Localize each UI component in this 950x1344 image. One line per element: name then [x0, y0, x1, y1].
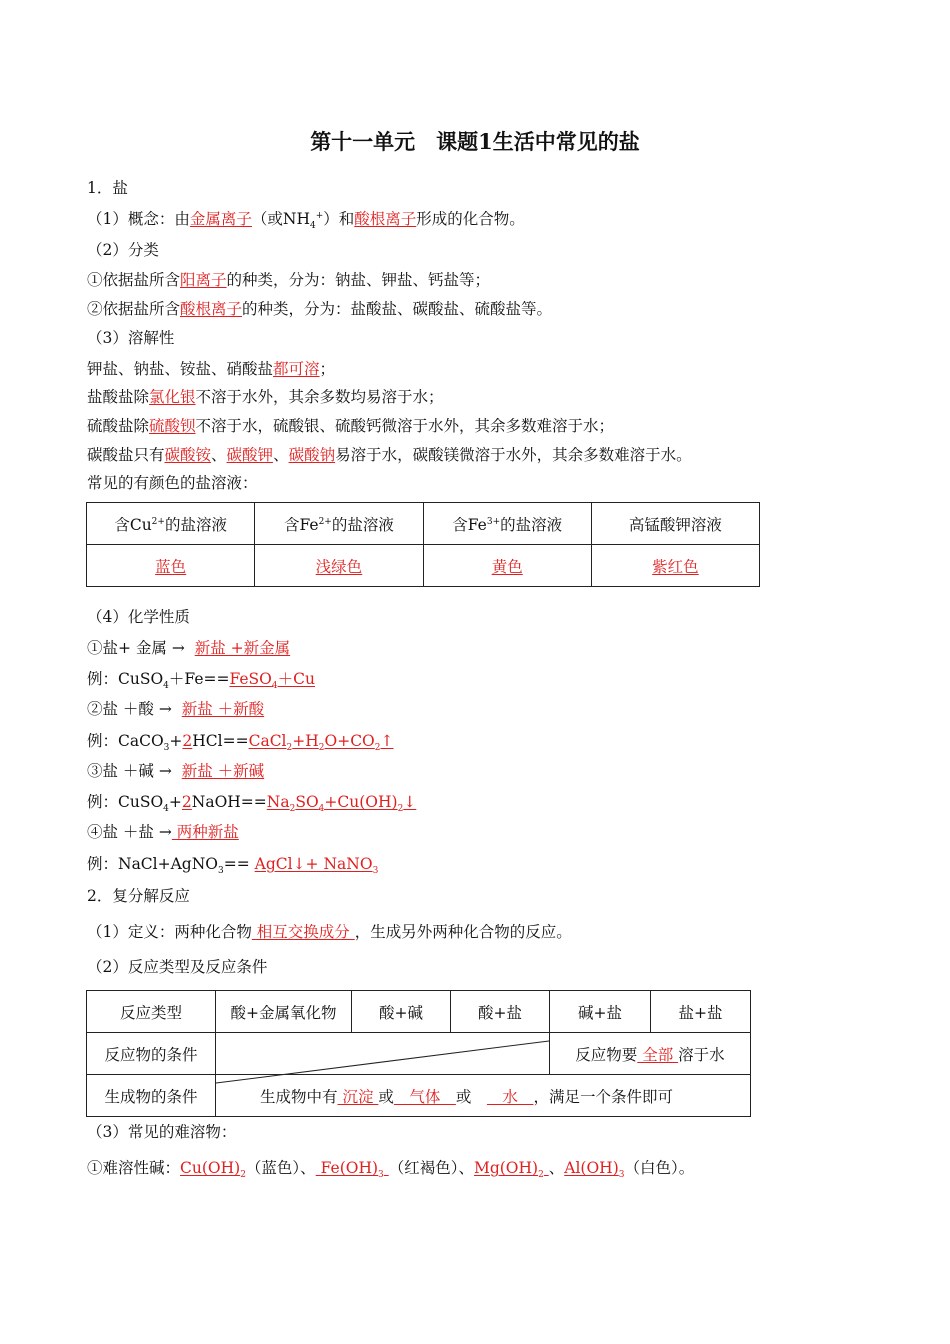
table-cell: 反应物的条件	[87, 1033, 216, 1075]
subscript: 4	[309, 221, 316, 232]
property-1: ①盐+ 金属 → 新盐 +新金属	[87, 639, 291, 657]
table-row	[87, 991, 751, 1033]
diagonal-cell	[216, 1033, 550, 1075]
solubility-3	[87, 415, 614, 437]
solubility-heading: （3）溶解性	[87, 329, 175, 347]
answer: 碳酸钾	[226, 446, 274, 464]
text: 不溶于水，硫酸银、硫酸钙微溶于水外，其余多数难溶于水；	[195, 417, 615, 435]
text: （1）概念：由	[87, 210, 190, 228]
text: 的种类，分为：盐酸盐、碳酸盐、硫酸盐等。	[242, 300, 553, 318]
diagonal-line	[216, 1033, 551, 1118]
solubility-4	[87, 444, 692, 466]
answer: 碳酸铵	[164, 446, 212, 464]
text: 硫酸盐除	[87, 417, 150, 435]
example-1: 例：CuSO$_4$＋Fe==FeSO$_4$＋Cu	[87, 670, 315, 692]
text: （或NH	[251, 210, 310, 228]
table-cell: 蓝色	[87, 545, 255, 587]
table-cell: 酸+盐	[451, 991, 550, 1033]
text: 盐酸盐除	[87, 388, 150, 406]
concept-line	[87, 208, 525, 230]
property-3: ③盐 ＋碱 → 新盐 ＋新碱	[87, 762, 265, 780]
table-cell: 高锰酸钾溶液	[591, 503, 759, 545]
text: 碳酸盐只有	[87, 446, 165, 464]
answer: 碳酸钠	[288, 446, 336, 464]
answer: 都可溶	[273, 360, 320, 378]
answer: 金属离子	[189, 210, 252, 228]
text: ；	[319, 360, 336, 378]
text: 形成的化合物。	[416, 210, 525, 228]
table-cell: 盐+盐	[651, 991, 751, 1033]
classification-heading: （2）分类	[87, 241, 159, 259]
text: 钾盐、钠盐、铵盐、硝酸盐	[87, 360, 274, 378]
answer: 酸根离子	[354, 210, 417, 228]
text: 的种类，分为：钠盐、钾盐、钙盐等；	[226, 271, 491, 289]
table-cell: 黄色	[423, 545, 591, 587]
arrow-icon: →	[158, 700, 172, 718]
color-heading: 常见的有颜色的盐溶液：	[87, 474, 258, 492]
text: ）和	[323, 210, 355, 228]
text: ①依据盐所含	[87, 271, 181, 289]
section-2-heading: 2．复分解反应	[87, 887, 190, 905]
example-3: 例：$CuSO_4+2NaOH==Na_2SO_4+Cu(OH)_2↓$	[87, 793, 417, 815]
table-cell: 反应类型	[87, 991, 216, 1033]
table-cell: 含$Fe^{3+}$的盐溶液	[423, 503, 591, 545]
answer: 阳离子	[180, 271, 227, 289]
property-4: ④盐 ＋盐 → 两种新盐	[87, 823, 239, 841]
example-4: 例：NaCl+AgNO$_3$== AgCl↓+ NaNO$_3$	[87, 855, 379, 877]
reaction-conditions-table	[86, 990, 751, 1117]
table-cell: 生成物的条件	[87, 1075, 216, 1117]
text: 不溶于水外，其余多数均易溶于水；	[195, 388, 444, 406]
table-cell: 生成物中有 沉淀 或 气体 或 水 ，满足一个条件即可	[216, 1075, 751, 1117]
table-cell: 酸+金属氧化物	[216, 991, 352, 1033]
table-cell: 碱+盐	[550, 991, 651, 1033]
solubility-2	[87, 386, 444, 408]
arrow-icon: →	[158, 823, 172, 841]
table-row	[87, 545, 760, 587]
text: ②依据盐所含	[87, 300, 181, 318]
section-1-heading: 1．盐	[87, 179, 128, 197]
reaction-type-heading: （2）反应类型及反应条件	[87, 958, 268, 976]
insoluble-bases-line: ①难溶性碱：$Cu(OH)_2$（蓝色）、 $Fe(OH)_3$ （红褐色）、$Mg(OH)_2$ 、$Al(OH)_3$（白色）。	[87, 1159, 695, 1181]
property-2: ②盐 ＋酸 → 新盐 ＋新酸	[87, 700, 265, 718]
table-cell: 反应物要 全部 溶于水	[550, 1033, 751, 1075]
definition-line: （1）定义：两种化合物 相互交换成分 ，生成另外两种化合物的反应。	[87, 923, 572, 941]
superscript: +	[315, 210, 324, 221]
table-cell: 含$Cu^{2+}$的盐溶液	[87, 503, 255, 545]
text: 易溶于水，碳酸镁微溶于水外，其余多数难溶于水。	[335, 446, 692, 464]
table-cell: 酸+碱	[352, 991, 451, 1033]
solubility-1	[87, 358, 335, 380]
classification-2	[87, 298, 552, 320]
arrow-icon: →	[171, 639, 185, 657]
text: 、	[211, 446, 227, 464]
answer: 氯化银	[149, 388, 196, 406]
table-row	[87, 1033, 751, 1075]
table-row	[87, 503, 760, 545]
example-2: 例：$CaCO_3+2HCl==CaCl_2+H_2O+CO_2↑$	[87, 732, 394, 754]
arrow-icon: →	[158, 762, 172, 780]
page-title: 第十一单元 课题1生活中常见的盐	[310, 129, 640, 154]
table-cell: 浅绿色	[255, 545, 423, 587]
table-cell: 紫红色	[591, 545, 759, 587]
section-3-heading: （3）常见的难溶物：	[87, 1123, 237, 1141]
chem-heading: （4）化学性质	[87, 608, 190, 626]
text: 、	[273, 446, 289, 464]
table-cell: 含$Fe^{2+}$的盐溶液	[255, 503, 423, 545]
classification-1	[87, 269, 490, 291]
answer: 酸根离子	[180, 300, 243, 318]
salt-color-table	[86, 502, 760, 587]
answer: 硫酸钡	[149, 417, 196, 435]
